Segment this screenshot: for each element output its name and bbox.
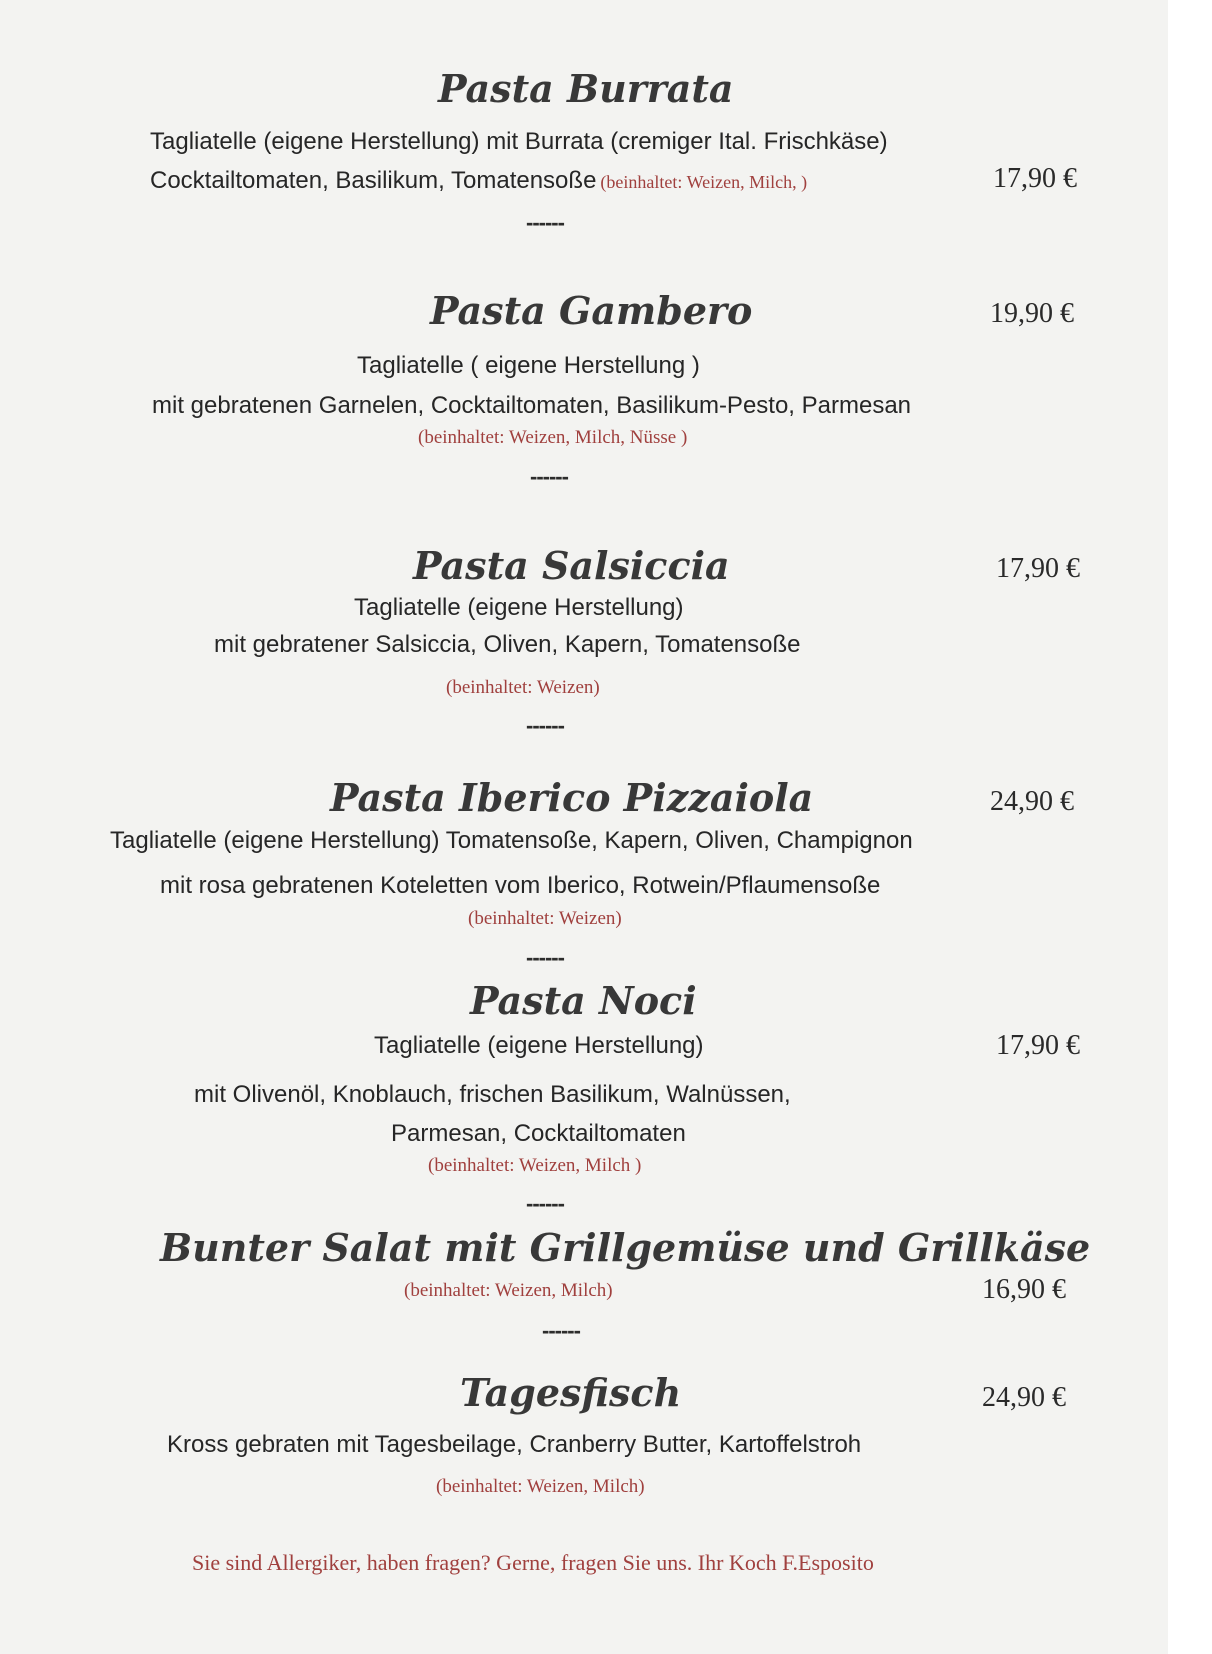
separator: ------: [530, 464, 568, 489]
allergen-note: (beinhaltet: Weizen, Milch, ): [600, 172, 808, 192]
dish-description: mit gebratenen Garnelen, Cocktailtomaten, Basilikum-Pesto, Parmesan: [152, 392, 912, 419]
allergen-note: (beinhaltet: Weizen, Milch, Nüsse ): [418, 427, 688, 448]
separator: ------: [526, 210, 564, 235]
dish-title: Pasta Gambero: [430, 288, 753, 333]
allergen-note: (beinhaltet: Weizen): [446, 677, 600, 698]
allergen-note: (beinhaltet: Weizen): [468, 908, 622, 929]
dish-price: 24,90 €: [982, 1382, 1066, 1413]
dish-title: Pasta Burrata: [438, 66, 734, 111]
allergen-note: (beinhaltet: Weizen, Milch ): [428, 1155, 642, 1176]
dish-title: Pasta Noci: [470, 978, 697, 1023]
dish-description: Tagliatelle ( eigene Herstellung ): [357, 352, 700, 379]
dish-description: Tagliatelle (eigene Herstellung) mit Burrata (cremiger Ital. Frischkäse): [150, 128, 888, 155]
dish-price: 16,90 €: [982, 1274, 1066, 1305]
separator: ------: [526, 1191, 564, 1216]
dish-title: Pasta Iberico Pizzaiola: [330, 775, 814, 820]
dish-description: mit Olivenöl, Knoblauch, frischen Basilikum, Walnüssen,: [194, 1081, 791, 1108]
allergen-note: (beinhaltet: Weizen, Milch): [436, 1476, 645, 1497]
dish-description: mit rosa gebratenen Koteletten vom Iberico, Rotwein/Pflaumensoße: [160, 872, 881, 899]
dish-description: mit gebratener Salsiccia, Oliven, Kapern, Tomatensoße: [214, 631, 801, 658]
dish-price: 17,90 €: [996, 1030, 1080, 1061]
dish-description-text: Cocktailtomaten, Basilikum, Tomatensoße: [150, 167, 597, 194]
allergy-footer-note: Sie sind Allergiker, haben fragen? Gerne, fragen Sie uns. Ihr Koch F.Esposito: [192, 1550, 874, 1575]
separator: ------: [526, 713, 564, 738]
dish-description: Tagliatelle (eigene Herstellung) Tomatensoße, Kapern, Oliven, Champignon: [110, 827, 913, 854]
dish-price: 19,90 €: [990, 298, 1074, 329]
dish-price: 17,90 €: [993, 163, 1077, 194]
dish-description: Parmesan, Cocktailtomaten: [391, 1120, 686, 1147]
dish-description: Kross gebraten mit Tagesbeilage, Cranberry Butter, Kartoffelstroh: [167, 1431, 862, 1458]
allergen-note: (beinhaltet: Weizen, Milch): [404, 1280, 613, 1301]
dish-price: 17,90 €: [996, 553, 1080, 584]
separator: ------: [526, 945, 564, 970]
dish-title: Tagesfisch: [460, 1370, 682, 1415]
dish-description: [150, 169, 815, 193]
dish-title: Pasta Salsiccia: [413, 543, 730, 588]
scan-margin: [1168, 0, 1212, 1654]
separator: ------: [542, 1318, 580, 1343]
dish-description: Tagliatelle (eigene Herstellung): [374, 1032, 704, 1059]
dish-title: Bunter Salat mit Grillgemüse und Grillkäse: [160, 1225, 1091, 1270]
dish-price: 24,90 €: [990, 786, 1074, 817]
dish-description: Tagliatelle (eigene Herstellung): [354, 594, 684, 621]
